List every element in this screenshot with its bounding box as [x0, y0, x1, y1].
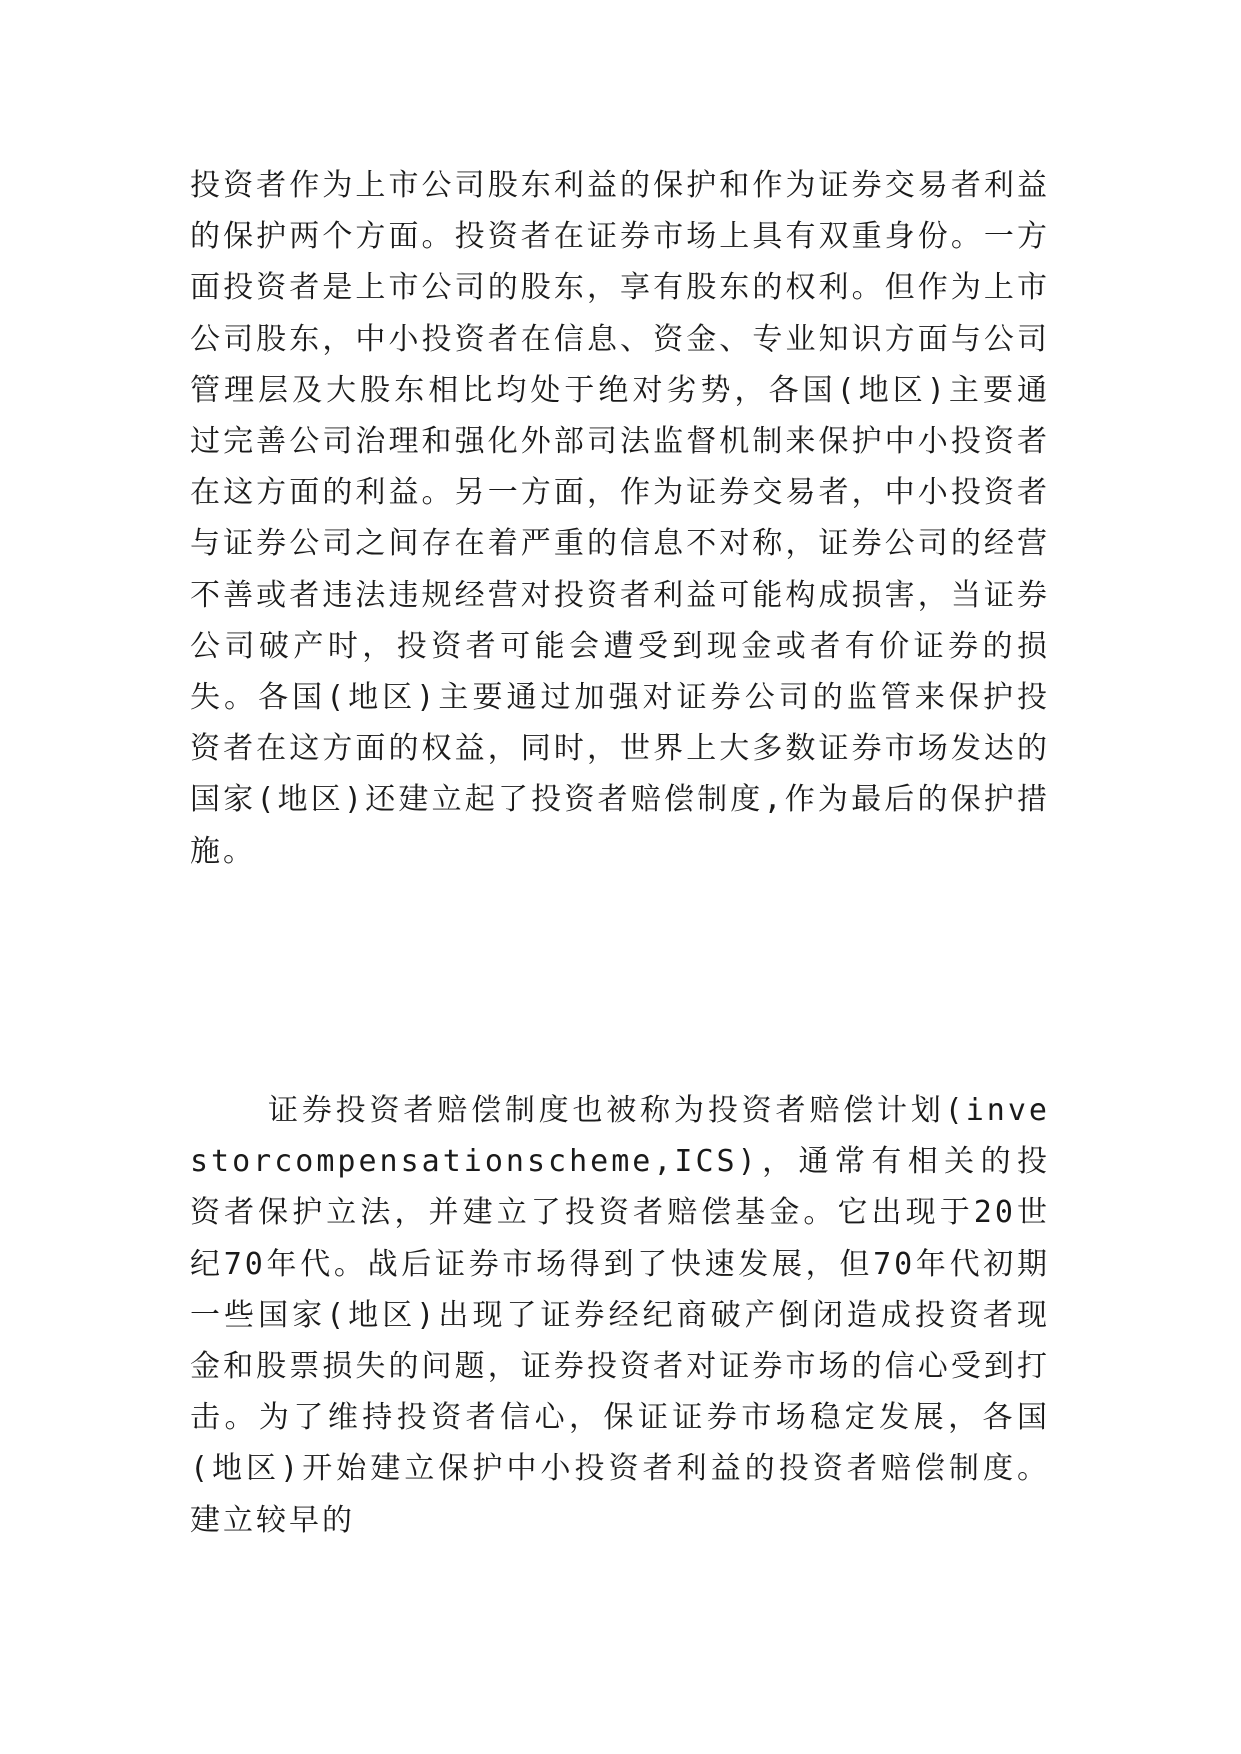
paragraph-1: 投资者作为上市公司股东利益的保护和作为证券交易者利益的保护两个方面。投资者在证券市场上具有双重身份。一方面投资者是上市公司的股东，享有股东的权利。但作为上市公司股东，中小投资者在信息、资金、专业知识方面与公司管理层及大股东相比均处于绝对劣势，各国(地区)主要通过完善公司治理和强化外部司法监督机制来保护中小投资者在这方面的利益。另一方面，作为证券交易者，中小投资者与证券公司之间存在着严重的信息不对称，证券公司的经营不善或者违法违规经营对投资者利益可能构成损害，当证券公司破产时，投资者可能会遭受到现金或者有价证券的损失。各国(地区)主要通过加强对证券公司的监管来保护投资者在这方面的权益，同时，世界上大多数证券市场发达的国家(地区)还建立起了投资者赔偿制度,作为最后的保护措施。 [190, 168, 1050, 869]
paragraph-2: 证券投资者赔偿制度也被称为投资者赔偿计划(investorcompensationscheme,ICS)，通常有相关的投资者保护立法，并建立了投资者赔偿基金。它出现于20世纪70年代。战后证券市场得到了快速发展，但70年代初期一些国家(地区)出现了证券经纪商破产倒闭造成投资者现金和股票损失的问题，证券投资者对证券市场的信心受到打击。为了维持投资者信心，保证证券市场稳定发展，各国(地区)开始建立保护中小投资者利益的投资者赔偿制度。建立较早的 [190, 1093, 1050, 1538]
